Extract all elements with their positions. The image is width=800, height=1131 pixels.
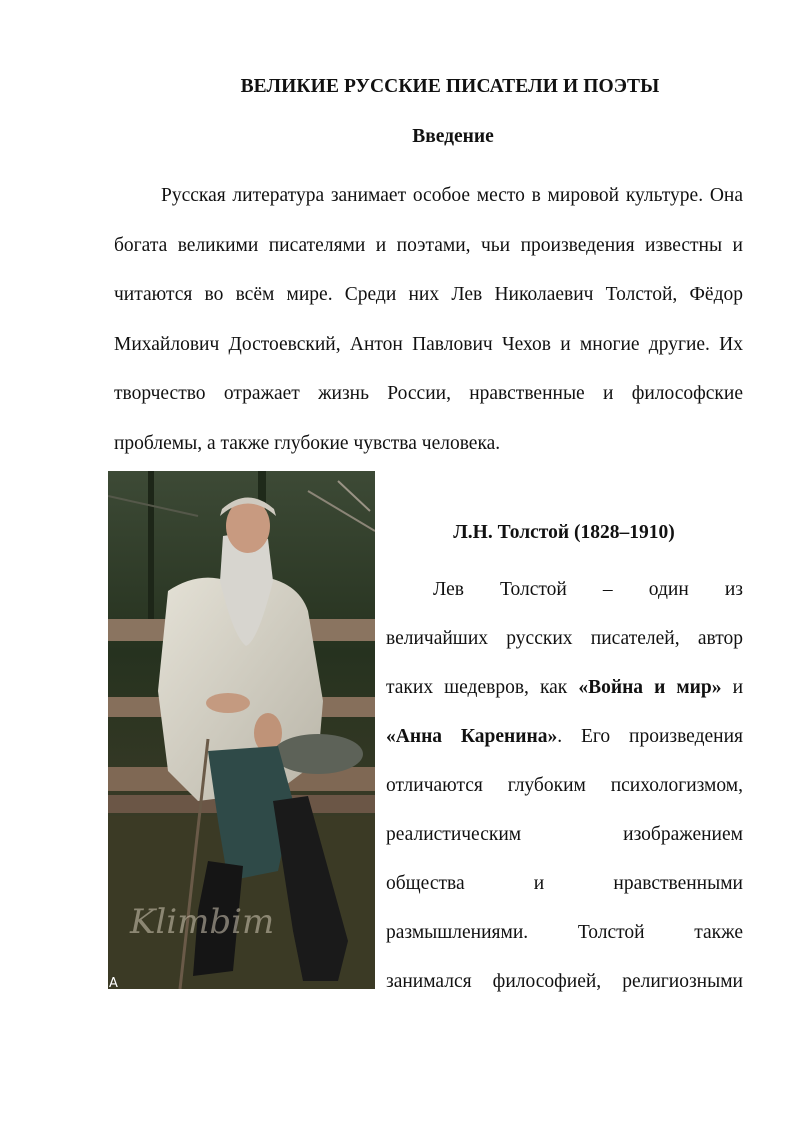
text-fragment: общества и нравственными	[386, 873, 743, 894]
work-title-war-and-peace: «Война и мир»	[578, 677, 722, 698]
tolstoy-section-heading: Л.Н. Толстой (1828–1910)	[453, 522, 675, 543]
intro-heading: Введение	[412, 126, 494, 147]
text-line	[386, 810, 743, 859]
portrait-illustration	[108, 471, 375, 989]
text-fragment: . Его произведения	[557, 726, 743, 747]
text-fragment: занимался философией, религиозными	[386, 971, 743, 992]
text-fragment: и	[721, 677, 744, 698]
text-line	[386, 614, 743, 663]
text-fragment: размышлениями. Толстой также	[386, 922, 743, 943]
text-line	[386, 712, 743, 761]
text-fragment: таких шедевров, как	[386, 677, 579, 698]
photo-corner-label: A	[109, 976, 118, 989]
intro-paragraph-block	[114, 171, 743, 468]
text-fragment: отличаются глубоким психологизмом,	[386, 775, 743, 796]
text-fragment: реалистическим изображением	[386, 824, 743, 845]
text-fragment: величайших русских писателей, автор	[386, 628, 743, 649]
text-line	[386, 663, 743, 712]
text-line	[386, 908, 743, 957]
text-line	[386, 565, 743, 614]
photo-watermark: Klimbim	[130, 902, 275, 942]
document-title: ВЕЛИКИЕ РУССКИЕ ПИСАТЕЛИ И ПОЭТЫ	[240, 76, 660, 97]
intro-paragraph: Русская литература занимает особое место в мировой культуре. Она богата великими писателями и поэтами, чьи произведения известны и читаются во всём мире. Среди них Лев Николаевич Толстой, Фёдор Михайлович Достоевский, Антон Павлович Чехов и многие другие. Их творчество отражает жизнь России, нравственные и философские проблемы, а также глубокие чувства человека.	[114, 185, 743, 454]
text-line	[386, 859, 743, 908]
text-line	[386, 761, 743, 810]
tolstoy-section-body	[386, 565, 743, 1006]
text-fragment: Лев Толстой – один из	[433, 579, 743, 600]
tolstoy-portrait-photo	[108, 471, 375, 989]
text-line	[386, 957, 743, 1006]
work-title-anna-karenina: «Анна Каренина»	[386, 726, 558, 747]
